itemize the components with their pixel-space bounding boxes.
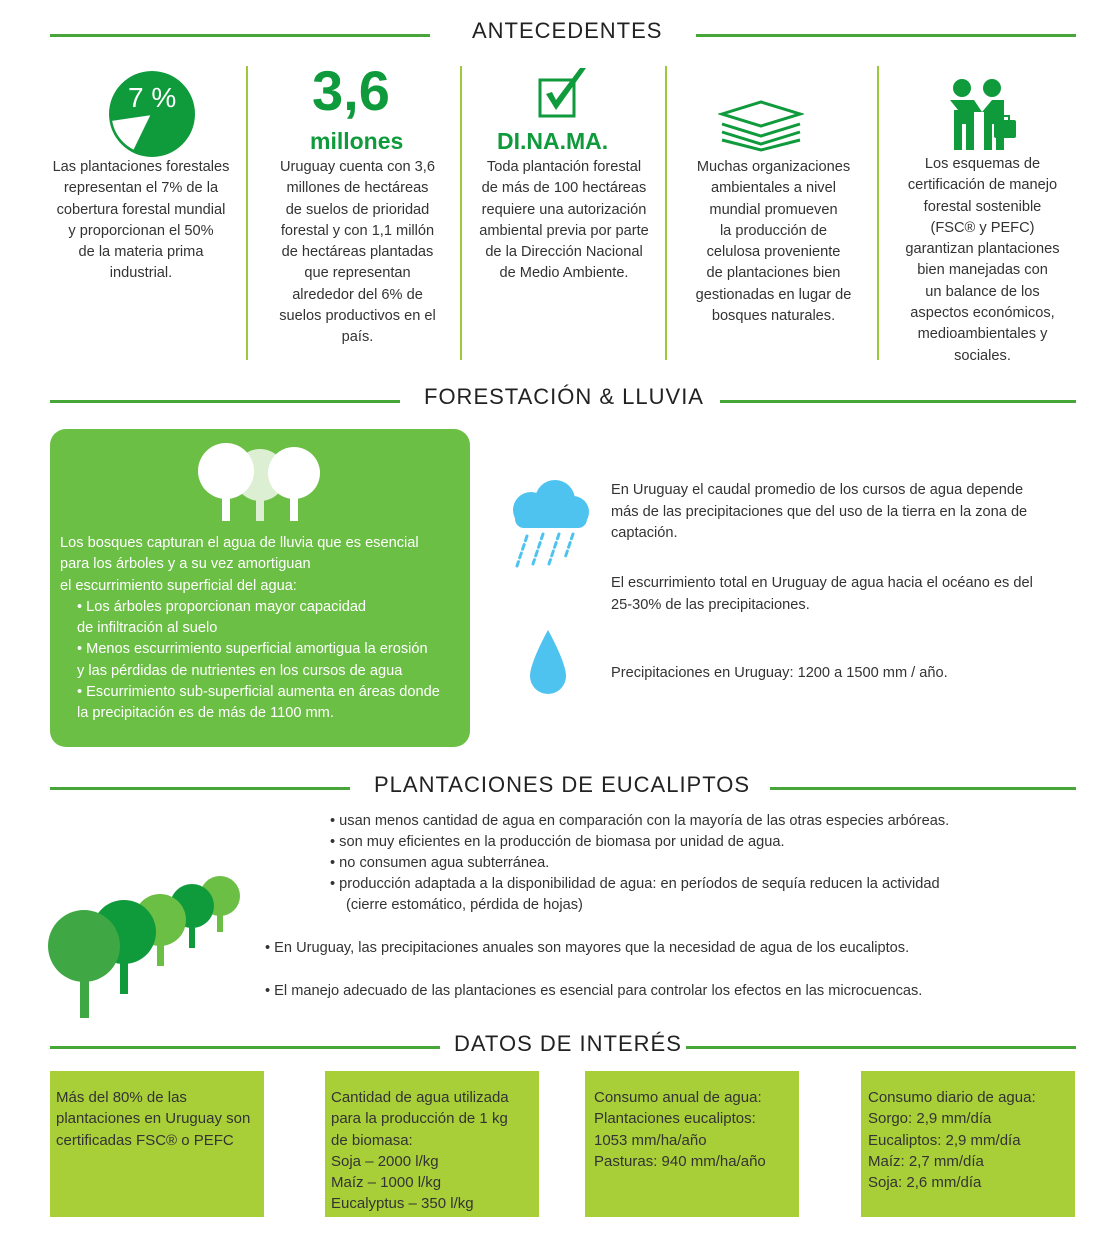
- col5-text: Los esquemas de certificación de manejo forestal sostenible (FSC® y PEFC) garantizan plantaciones bien manejadas con un balance de los aspectos económicos, medioambientales y sociales.: [905, 156, 1060, 364]
- data-box-2-text: Cantidad de agua utilizada para la producción de 1 kg de biomasa: Soja – 2000 l/kg Maíz – 1000 l/kg Eucalyptus – 350 l/kg: [331, 1089, 509, 1213]
- handshake-icon: [946, 78, 1022, 150]
- water-drop-icon: [526, 628, 570, 698]
- paper-stack-icon: [718, 100, 804, 152]
- data-box-1-text: Más del 80% de las plantaciones en Uruguay son certificadas FSC® o PEFC: [56, 1089, 251, 1149]
- trees-icon: [196, 441, 324, 525]
- col1-text: Las plantaciones forestales representan el 7% de la cobertura forestal mundial y proporcionan el 50% de la materia prima industrial.: [52, 159, 230, 282]
- section-rule-right: [696, 34, 1076, 37]
- eucalyptus-point-2: • El manejo adecuado de las plantaciones es esencial para controlar los efectos en las microcuencas.: [265, 983, 923, 999]
- big-number-unit: millones: [310, 128, 404, 154]
- section-rule-left: [50, 400, 400, 403]
- section-title-lluvia: FORESTACIÓN & LLUVIA: [420, 384, 708, 410]
- section-title-eucaliptos: PLANTACIONES DE EUCALIPTOS: [370, 772, 754, 798]
- pie-percent-icon: [108, 70, 196, 158]
- column-divider: [460, 66, 462, 360]
- section-rule-left: [50, 787, 350, 790]
- dinama-title: DI.NA.MA.: [497, 128, 609, 154]
- section-rule-right: [770, 787, 1076, 790]
- col2-text: Uruguay cuenta con 3,6 millones de hectáreas de suelos de prioridad forestal y con 1,1 millón de hectáreas plantadas que representan alrededor del 6% de suelos productivos en el país.: [279, 159, 436, 346]
- col4-text: Muchas organizaciones ambientales a nivel mundial promueven la producción de celulosa proveniente de plantaciones bien gestionadas en lugar de bosques naturales.: [695, 159, 852, 325]
- section-title-datos: DATOS DE INTERÉS: [450, 1031, 686, 1057]
- eucalyptus-bullets: • usan menos cantidad de agua en comparación con la mayoría de las otras especies arbóreas. • son muy eficientes en la producción de biomasa por unidad de agua. • no consumen agua subterránea. • producción adaptada a la disponibilidad de agua: en períodos de sequía reducen la actividad (cierre estomático, pérdida de hojas): [330, 813, 950, 913]
- column-divider: [877, 66, 879, 360]
- eucalyptus-trees-icon: [46, 874, 246, 1020]
- eucalyptus-point-1: • En Uruguay, las precipitaciones anuales son mayores que la necesidad de agua de los eucaliptos.: [265, 940, 910, 956]
- pie-percent-label: 7 %: [128, 82, 177, 113]
- column-divider: [665, 66, 667, 360]
- rain-text-3: Precipitaciones en Uruguay: 1200 a 1500 mm / año.: [611, 665, 948, 681]
- big-number: 3,6: [312, 59, 390, 122]
- rain-cloud-icon: [505, 478, 591, 570]
- section-rule-left: [50, 1046, 440, 1049]
- rain-text-1: En Uruguay el caudal promedio de los cursos de agua depende más de las precipitaciones que del uso de la tierra en la zona de captación.: [611, 482, 1028, 541]
- col3-text: Toda plantación forestal de más de 100 hectáreas requiere una autorización ambiental previa por parte de la Dirección Nacional de Medio Ambiente.: [479, 159, 649, 282]
- section-rule-right: [720, 400, 1076, 403]
- rain-text-2: El escurrimiento total en Uruguay de agua hacia el océano es del 25-30% de las precipitaciones.: [611, 575, 1033, 613]
- section-title-antecedentes: ANTECEDENTES: [468, 18, 666, 44]
- data-box-4-text: Consumo diario de agua: Sorgo: 2,9 mm/día Eucaliptos: 2,9 mm/día Maíz: 2,7 mm/día Soja: 2,6 mm/día: [868, 1089, 1036, 1192]
- section-rule-right: [680, 1046, 1076, 1049]
- rain-box-text: Los bosques capturan el agua de lluvia que es esencial para los árboles y a su vez amortiguan el escurrimiento superficial del agua: • Los árboles proporcionan mayor capacidad de infiltración al suelo • Menos escurrimiento superficial amortigua la erosión y las pérdidas de nutrientes en los cursos de agua • Escurrimiento sub-superficial aumenta en áreas donde la precipitación es de más de 1100 mm.: [60, 535, 440, 722]
- column-divider: [246, 66, 248, 360]
- checkbox-check-icon: [536, 64, 592, 120]
- section-rule-left: [50, 34, 430, 37]
- data-box-3-text: Consumo anual de agua: Plantaciones eucaliptos: 1053 mm/ha/año Pasturas: 940 mm/ha/año: [594, 1089, 766, 1170]
